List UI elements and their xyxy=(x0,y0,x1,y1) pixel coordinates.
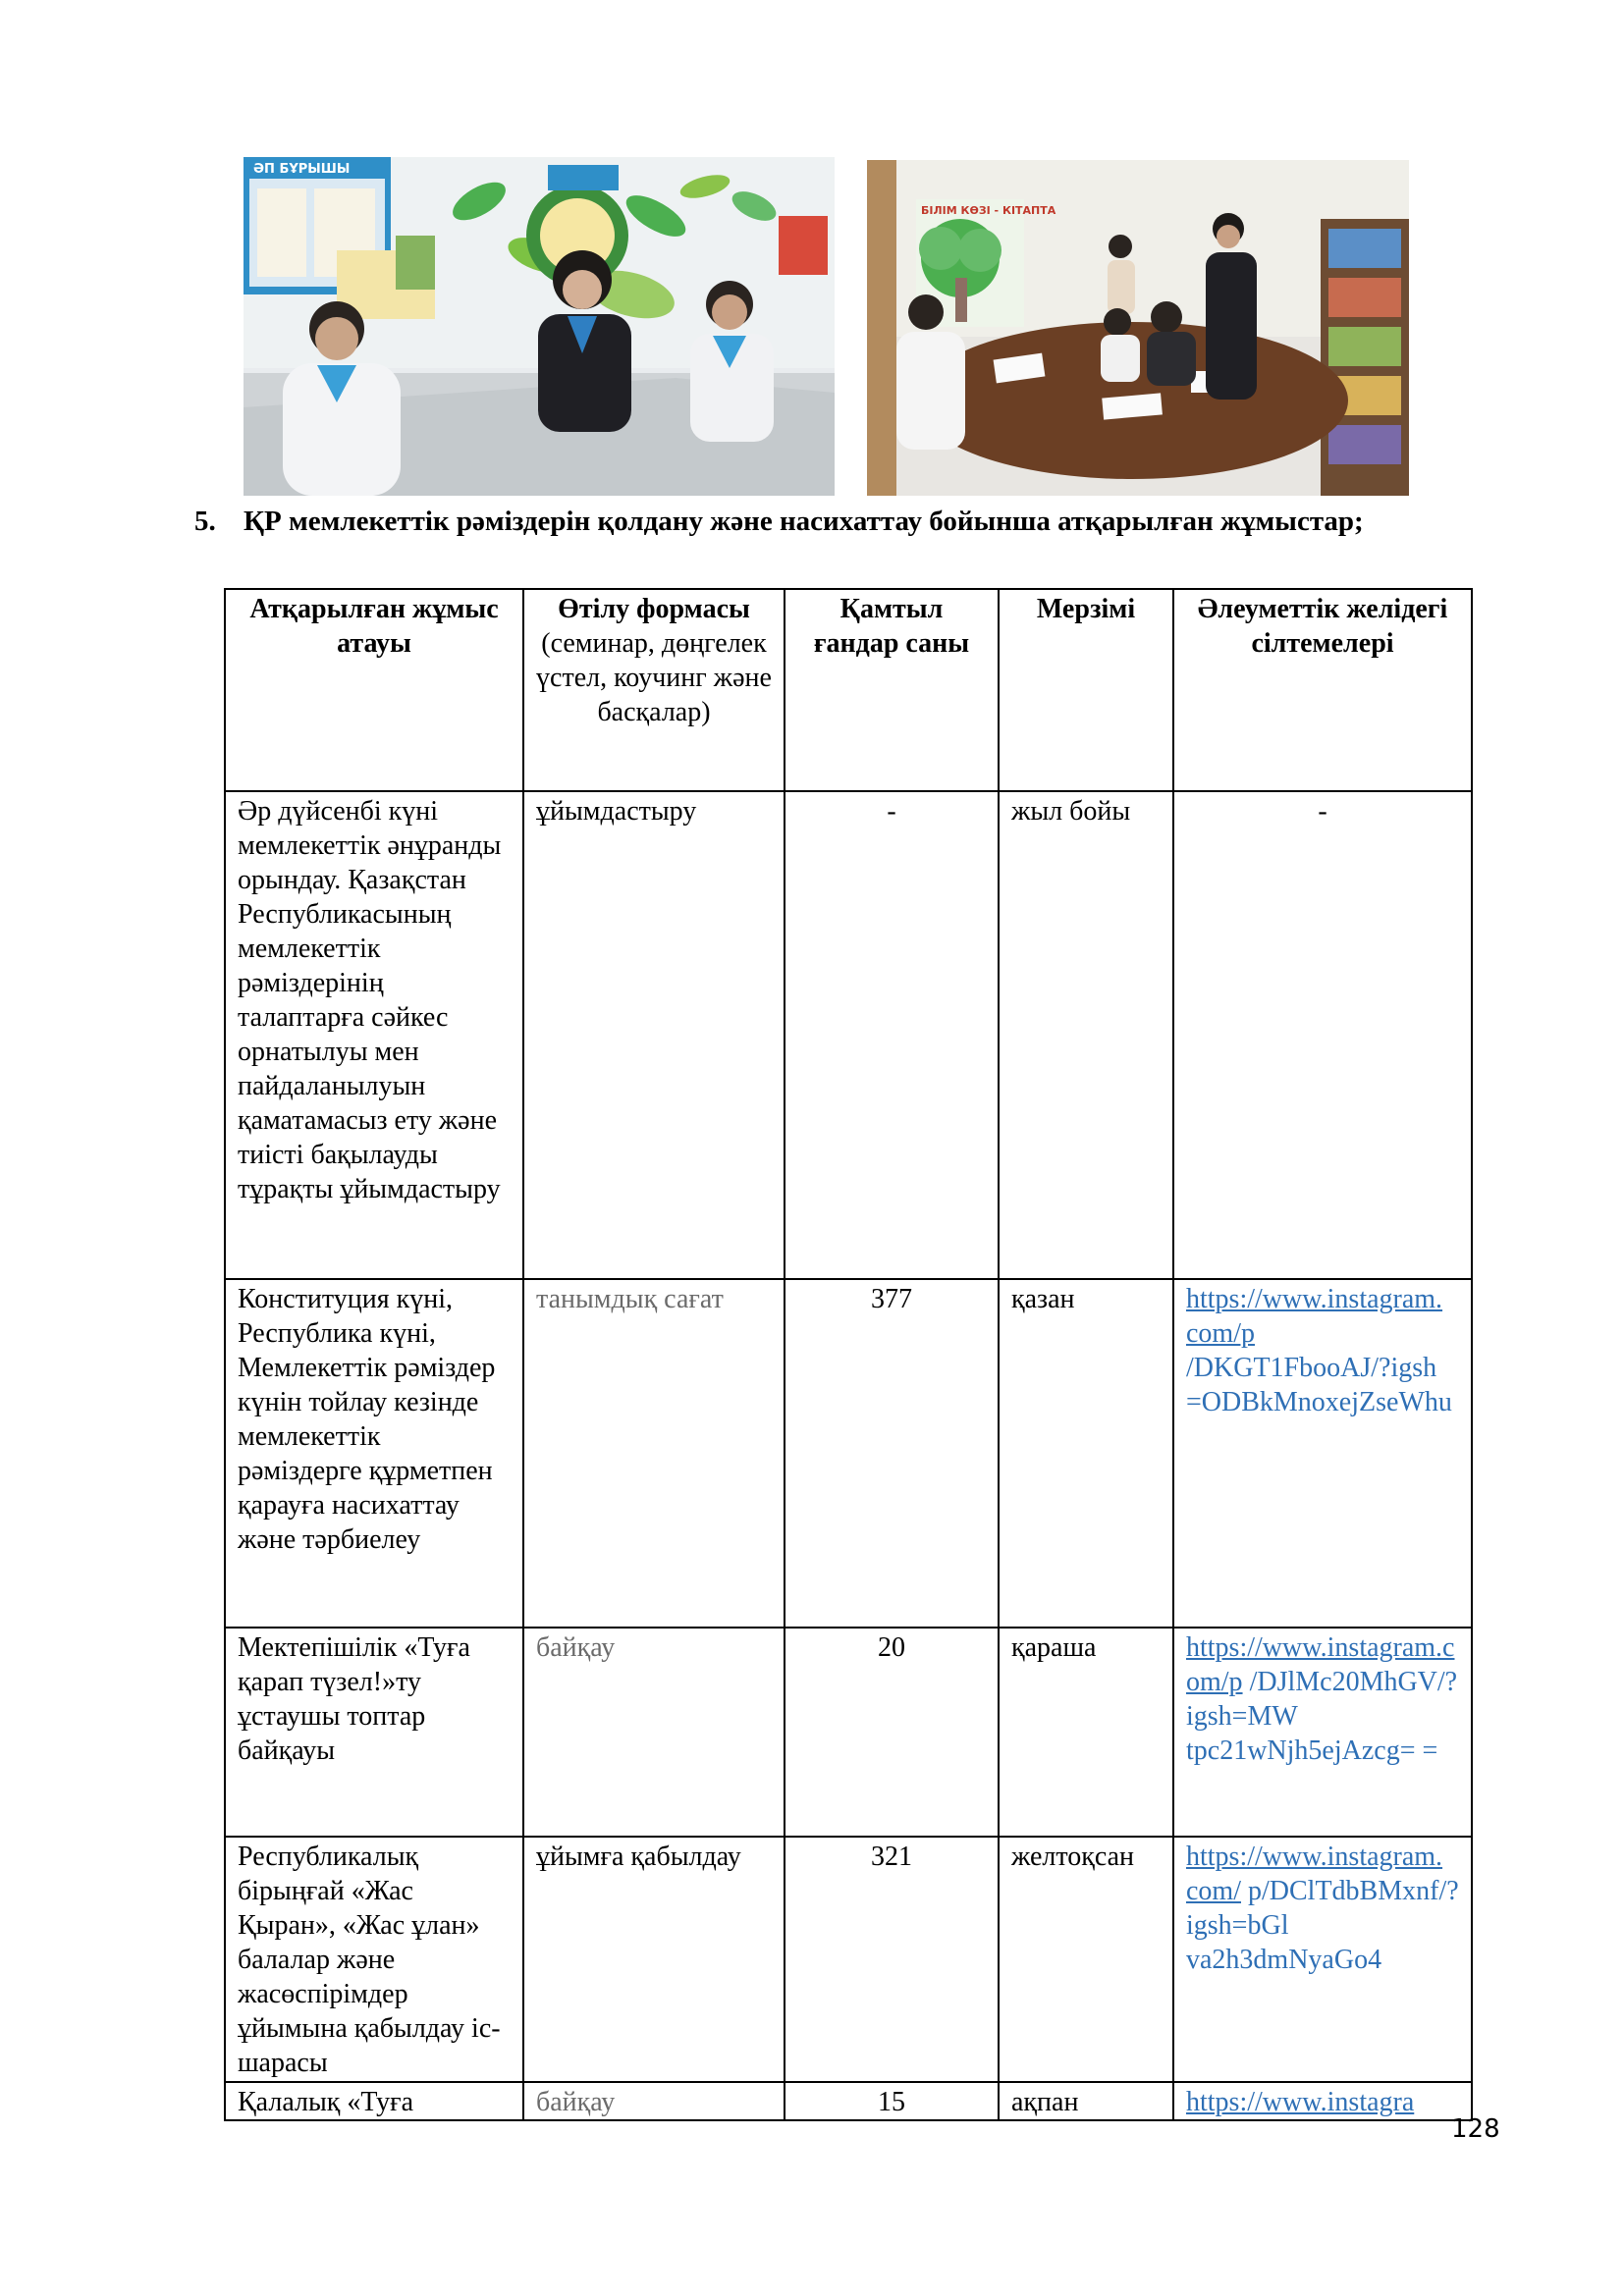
row-work-name: Қалалық «Туға xyxy=(225,2082,523,2120)
row-count: - xyxy=(785,791,999,1279)
table-row xyxy=(225,1837,1472,2082)
link-url-underlined[interactable]: https://www.instagram.com/p xyxy=(1186,1632,1455,1697)
header-links: Әлеуметтік желідегі сілтемелері xyxy=(1173,589,1472,791)
table-row xyxy=(225,791,1472,1279)
section-number: 5. xyxy=(194,506,216,537)
header-form-sub: (семинар, дөңгелек үстел, коучинг және басқалар) xyxy=(536,628,772,727)
row-form: байқау xyxy=(523,1628,785,1837)
row-period: желтоқсан xyxy=(999,1837,1173,2082)
link-url-underlined[interactable]: https://www.instagra xyxy=(1186,2087,1415,2117)
photo-students-at-table xyxy=(244,157,835,496)
table-row xyxy=(225,1628,1472,1837)
row-count: 15 xyxy=(785,2082,999,2120)
left-banner-text: ӘП БҰРЫШЫ xyxy=(253,162,351,177)
photo-library-discussion xyxy=(867,160,1409,496)
header-period: Мерзімі xyxy=(999,589,1173,791)
instagram-link[interactable] xyxy=(1186,1284,1452,1417)
row-work-name: Республикалық бірыңғай «Жас Қыран», «Жас ұлан» балалар және жасөспірімдер ұйымына қабылдау іс- шарасы xyxy=(225,1837,523,2082)
link-url-rest[interactable]: /DKGT1FbooAJ/?igsh =ODBkMnoxejZseWhu xyxy=(1186,1353,1452,1417)
row-link: - xyxy=(1173,791,1472,1279)
row-period: қараша xyxy=(999,1628,1173,1837)
instagram-link[interactable] xyxy=(1186,1632,1457,1766)
header-count: Қамтыл ғандар саны xyxy=(785,589,999,791)
page-number: 128 xyxy=(1451,2114,1500,2144)
table-header-row xyxy=(225,589,1472,791)
row-work-name: Әр дүйсенбі күні мемлекеттік әнұранды орындау. Қазақстан Республикасының мемлекеттік рәміздерінің талаптарға сәйкес орнатылуы мен пайдаланылуын қаматамасыз ету және тиісті бақылауды тұрақты ұйымдастыру xyxy=(225,791,523,1279)
link-url-rest[interactable]: p/DClTdbBMxnf/?igsh=bGl va2h3dmNyaGo4 xyxy=(1186,1876,1459,1975)
row-work-name: Мектепішілік «Туға қарап түзел!»ту ұстаушы топтар байқауы xyxy=(225,1628,523,1837)
link-url-underlined[interactable]: https://www.instagram. com/p xyxy=(1186,1284,1443,1349)
header-work-name: Атқарылған жұмыс атауы xyxy=(225,589,523,791)
instagram-link[interactable] xyxy=(1186,2087,1414,2117)
row-link-cell xyxy=(1173,1837,1472,2082)
row-link-cell xyxy=(1173,2082,1472,2120)
row-period: ақпан xyxy=(999,2082,1173,2120)
row-period: жыл бойы xyxy=(999,791,1173,1279)
row-form: ұйымдастыру xyxy=(523,791,785,1279)
table-row xyxy=(225,1279,1472,1628)
row-period: қазан xyxy=(999,1279,1173,1628)
instagram-link[interactable] xyxy=(1186,1842,1459,1975)
row-count: 377 xyxy=(785,1279,999,1628)
link-url-rest[interactable]: /DJlMc20MhGV/?igsh=MW tpc21wNjh5ejAzcg= = xyxy=(1186,1667,1458,1766)
row-form: байқау xyxy=(523,2082,785,2120)
header-form xyxy=(523,589,785,791)
row-count: 321 xyxy=(785,1837,999,2082)
row-count: 20 xyxy=(785,1628,999,1837)
link-url-underlined[interactable]: https://www.instagram. com/ xyxy=(1186,1842,1443,1906)
works-table xyxy=(224,588,1473,2121)
row-link-cell xyxy=(1173,1279,1472,1628)
row-work-name: Конституция күні, Республика күні, Мемлекеттік рәміздер күнін тойлау кезінде мемлекеттік рәміздерге құрметпен қарауға насихаттау және тәрбиелеу xyxy=(225,1279,523,1628)
table-row xyxy=(225,2082,1472,2120)
right-banner-text: БІЛІМ КӨЗІ - КІТАПТА xyxy=(921,204,1056,217)
row-form: танымдық сағат xyxy=(523,1279,785,1628)
row-link-cell xyxy=(1173,1628,1472,1837)
row-form: ұйымға қабылдау xyxy=(523,1837,785,2082)
section-title: ҚР мемлекеттік рәміздерін қолдану және насихаттау бойынша атқарылған жұмыстар; xyxy=(244,506,1364,537)
header-form-main: Өтілу формасы xyxy=(558,594,750,624)
